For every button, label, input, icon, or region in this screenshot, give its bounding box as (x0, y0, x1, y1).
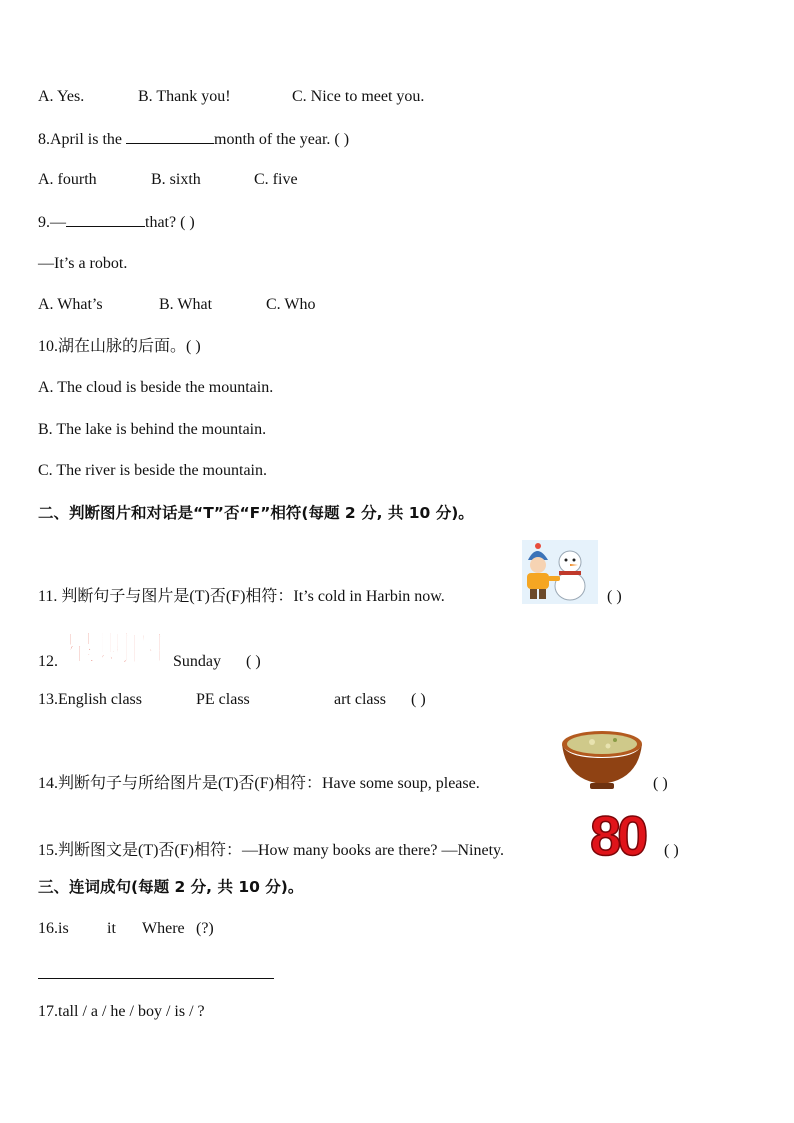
q7-option-a: A. Yes. (38, 88, 85, 105)
snowman-picture (522, 540, 598, 604)
q16-word-3: Where (142, 920, 185, 937)
q9-options (38, 295, 316, 315)
q13-number: 13. (38, 691, 58, 708)
q16-word-2: it (107, 920, 116, 937)
q9-answer: —It’s a robot. (38, 255, 128, 272)
q15-question: 15.判断图文是(T)否(F)相符：—How many books are there? —Ninety. (38, 842, 504, 859)
q11-text: 11. 判断句子与图片是(T)否(F)相符：It’s cold in Harbin now. (38, 588, 445, 605)
q10-option-a: A. The cloud is beside the mountain. (38, 379, 274, 396)
q16-question (38, 919, 214, 939)
q13-item-2: PE class (196, 691, 250, 708)
q7-option-b: B. Thank you! (138, 88, 231, 105)
q9-option-c: C. Who (266, 296, 316, 313)
q8-suffix: month of the year. (214, 131, 331, 148)
q10-question: 10.湖在山脉的后面。( ) (38, 338, 201, 355)
q11-paren: ( ) (607, 588, 622, 605)
q9-paren: ( ) (180, 214, 195, 231)
q12-number: 12. (38, 653, 58, 670)
q9-suffix: that? (145, 214, 177, 231)
q16-end: (?) (196, 920, 214, 937)
thursday-glyph-picture (60, 624, 166, 668)
q7-option-c: C. Nice to meet you. (292, 88, 425, 105)
q8-option-c: C. five (254, 171, 298, 188)
q13-item-1: English class (58, 691, 142, 708)
q8-question (38, 129, 349, 150)
q11-question (38, 587, 445, 607)
q14-paren: ( ) (653, 775, 668, 792)
q8-option-a: A. fourth (38, 171, 97, 188)
q7-options (38, 87, 425, 107)
number-eighty-picture (588, 805, 658, 861)
q9-prefix: 9.— (38, 214, 66, 231)
q13-item-3: art class (334, 691, 386, 708)
q10-option-c: C. The river is beside the mountain. (38, 462, 267, 479)
q8-paren: ( ) (334, 131, 350, 148)
q14-question: 14.判断句子与所给图片是(T)否(F)相符：Have some soup, please. (38, 775, 480, 792)
section-3-heading: 三、连词成句(每题 2 分, 共 10 分)。 (38, 878, 304, 896)
q15-paren: ( ) (664, 842, 679, 859)
q13-question (38, 690, 426, 710)
q8-blank[interactable] (126, 129, 214, 144)
q9-option-a: A. What’s (38, 296, 103, 313)
q16-number: 16. (38, 920, 58, 937)
section-2-heading: 二、判断图片和对话是“T”否“F”相符(每题 2 分, 共 10 分)。 (38, 504, 474, 522)
q17-question: 17.tall / a / he / boy / is / ? (38, 1003, 205, 1020)
q16-word-1: is (58, 920, 69, 937)
q9-blank[interactable] (66, 212, 145, 227)
q16-answer-line[interactable] (38, 978, 274, 979)
soup-bowl-picture (560, 728, 644, 792)
q10-option-b: B. The lake is behind the mountain. (38, 421, 267, 438)
q13-paren: ( ) (411, 691, 426, 708)
q9-question (38, 212, 195, 233)
q12-paren: ( ) (246, 653, 261, 670)
q12-word: Sunday (173, 653, 221, 670)
q8-prefix: 8.April is the (38, 131, 126, 148)
number-eighty-text: 80 (590, 805, 645, 861)
q9-option-b: B. What (159, 296, 213, 313)
thursday-glyph-text: 星期四 (62, 629, 164, 668)
q8-options (38, 170, 298, 190)
q8-option-b: B. sixth (151, 171, 201, 188)
